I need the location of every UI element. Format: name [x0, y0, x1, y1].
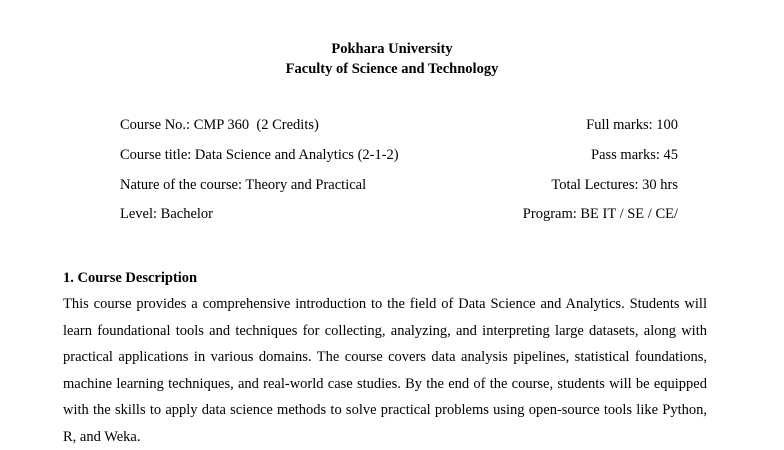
program: Program: BE IT / SE / CE/: [522, 206, 678, 222]
info-row: [120, 206, 678, 223]
total-lectures: Total Lectures: 30 hrs: [551, 177, 678, 193]
course-nature: Nature of the course: Theory and Practical: [120, 177, 367, 193]
info-row: [120, 117, 678, 134]
level: Level: Bachelor: [120, 206, 213, 222]
pass-marks: Pass marks: 45: [591, 147, 678, 163]
course-number: Course No.: CMP 360 (2 Credits): [120, 117, 319, 133]
course-description: This course provides a comprehensive introduction to the field of Data Science and Analytics. Students will learn foundational tools and techniques for collecting, analyzing, and interpreting large datasets, along with practical applications in various domains. The course covers data analysis pipelines, statistical foundations, machine learning techniques, and real-world case studies. By the end of the course, students will be equipped with the skills to apply data science methods to solve practical problems using open-source tools like Python, R, and Weka.: [63, 296, 707, 445]
info-row: [120, 177, 678, 194]
full-marks: Full marks: 100: [586, 117, 678, 133]
info-row: [120, 147, 678, 164]
faculty-name: Faculty of Science and Technology: [285, 61, 499, 77]
course-title: Course title: Data Science and Analytics (2-1-2): [120, 147, 399, 163]
university-name: Pokhara University: [331, 41, 453, 57]
section-heading: 1. Course Description: [63, 270, 198, 286]
